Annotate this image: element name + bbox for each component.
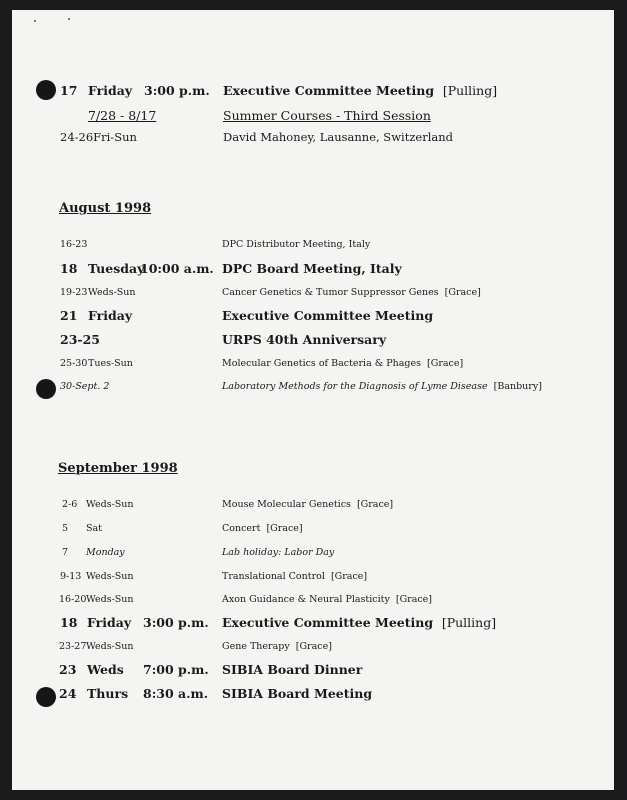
entry-date: 7 [62,547,69,558]
entry-event: Executive Committee Meeting [222,308,434,323]
entry-event-title: Mouse Molecular Genetics [222,499,351,510]
entry-day: Weds-Sun [86,641,134,652]
entry-time: 7:00 p.m. [143,662,209,677]
month-heading-september: September 1998 [58,461,178,476]
entry-event: SIBIA Board Dinner [222,662,363,677]
entry-note: [Grace] [427,358,464,369]
entry-date: 18 [60,261,78,276]
entry-note: [Grace] [395,594,433,605]
entry-event-title: Cancer Genetics & Tumor Suppressor Genes [222,287,439,298]
entry-date: 2-6 [62,499,78,510]
entry-event [222,499,393,510]
paper-speck [34,20,36,22]
entry-day: Tues-Sun [88,358,133,369]
entry-day: Weds-Sun [86,499,134,510]
entry-event [222,523,303,534]
entry-event: David Mahoney, Lausanne, Switzerland [223,130,453,144]
entry-event-title: Molecular Genetics of Bacteria & Phages [222,358,421,369]
entry-event-title: Laboratory Methods for the Diagnosis of Lyme Disease [222,381,488,392]
entry-date-day [60,130,137,144]
entry-day: Friday [88,308,133,323]
entry-day: Tuesday [88,261,145,276]
entry-day: Weds [87,662,124,677]
entry-day: Friday [88,83,133,98]
entry-day: Weds-Sun [86,571,134,582]
entry-date: 18 [60,615,78,630]
paper-speck [68,18,70,20]
entry-note: [Pulling] [441,615,497,630]
entry-event-title: Concert [222,523,261,534]
entry-event-title: Gene Therapy [222,641,290,652]
entry-note: [Grace] [295,641,332,652]
entry-event [222,358,463,369]
entry-event: Lab holiday: Labor Day [222,547,335,558]
entry-event-title: Translational Control [222,571,325,582]
entry-date: 24-26 [60,130,94,144]
entry-event-title: Executive Committee Meeting [222,615,434,630]
entry-note: [Grace] [266,523,303,534]
entry-date: 17 [60,83,78,98]
month-heading-august: August 1998 [59,201,152,216]
entry-event [222,571,367,582]
entry-date: 23 [59,662,77,677]
punch-hole-bottom [36,687,56,707]
entry-day: Thurs [87,686,129,701]
entry-date: 21 [60,308,78,323]
entry-date: 16-20 [59,594,87,605]
entry-date: 23-25 [60,332,100,347]
entry-day: Friday [87,615,132,630]
entry-date: 7/28 - 8/17 [88,108,157,123]
entry-event [222,381,542,392]
entry-date: 9-13 [60,571,82,582]
punch-hole-top [36,80,56,100]
entry-date: 5 [62,523,69,534]
entry-event [222,615,496,630]
document-page [12,10,614,790]
entry-note: [Grace] [356,499,394,510]
entry-event [223,83,497,98]
entry-day: Weds-Sun [88,287,136,298]
entry-event-title: Axon Guidance & Neural Plasticity [222,594,390,605]
punch-hole-middle [36,379,56,399]
entry-event: DPC Board Meeting, Italy [222,261,402,276]
entry-event: SIBIA Board Meeting [222,686,373,701]
entry-note: [Banbury] [493,381,542,392]
entry-date: 30-Sept. 2 [60,381,110,392]
entry-event: Summer Courses - Third Session [223,108,431,123]
entry-event: URPS 40th Anniversary [222,332,387,347]
entry-day: Weds-Sun [86,594,134,605]
entry-time: 3:00 p.m. [143,615,209,630]
entry-day: Fri-Sun [93,130,137,144]
entry-date: 24 [59,686,77,701]
entry-date: 16-23 [60,239,88,250]
entry-time: 10:00 a.m. [140,261,214,276]
entry-event [222,594,432,605]
entry-note: [Grace] [330,571,368,582]
entry-time: 8:30 a.m. [143,686,209,701]
entry-event-title: Executive Committee Meeting [223,83,435,98]
entry-event [222,287,481,298]
entry-day: Monday [86,547,125,558]
entry-date: 23-27 [59,641,87,652]
entry-note: [Grace] [444,287,481,298]
entry-day: Sat [86,523,102,534]
entry-date: 19-23 [60,287,88,298]
entry-event: DPC Distributor Meeting, Italy [222,239,371,250]
entry-date: 25-30 [60,358,88,369]
entry-time: 3:00 p.m. [144,83,210,98]
entry-note: [Pulling] [442,83,498,98]
entry-event [222,641,332,652]
